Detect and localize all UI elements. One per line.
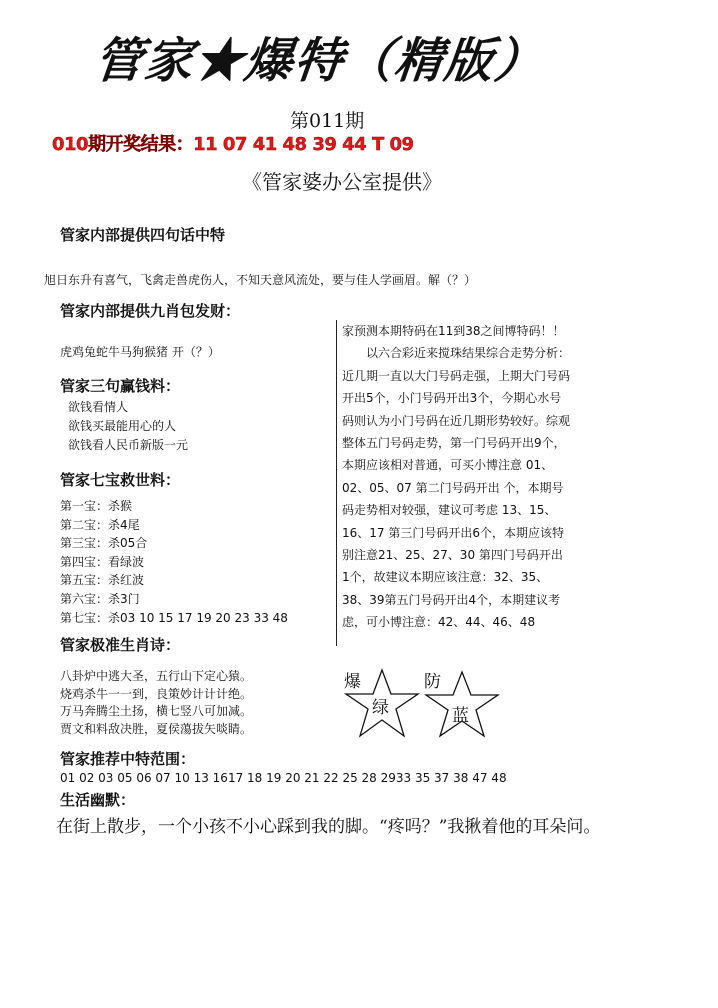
issue-number: 第011期 bbox=[290, 110, 365, 132]
seven-treasures-title: 管家七宝救世料： bbox=[60, 471, 181, 489]
page-title: 管家★爆特（精版） bbox=[91, 33, 548, 89]
three-lines-title: 管家三句赢钱料： bbox=[60, 377, 181, 395]
humor-title: 生活幽默： bbox=[60, 791, 136, 809]
list-item: 第七宝：杀03 10 15 17 19 20 23 33 48 bbox=[60, 610, 288, 625]
four-lines-title: 管家内部提供四句话中特 bbox=[60, 226, 226, 244]
list-item: 第四宝：看绿波 bbox=[60, 554, 145, 569]
nine-zodiac-title: 管家内部提供九肖包发财： bbox=[60, 302, 241, 320]
list-item: 第六宝：杀3门 bbox=[60, 591, 140, 606]
right-star-label: 防 bbox=[424, 672, 441, 692]
humor-text: 在街上散步，一个小孩不小心踩到我的脚。“疼吗？”我揪着他的耳朵问。 bbox=[56, 817, 601, 837]
seven-treasures-list bbox=[60, 497, 288, 627]
poem-lines bbox=[60, 668, 252, 738]
left-star-text: 绿 bbox=[372, 698, 389, 718]
provider: 《管家婆办公室提供》 bbox=[242, 170, 442, 194]
list-item: 第五宝：杀红波 bbox=[60, 573, 145, 588]
poem-line: 烧鸡杀牛一一到，良策妙计计计绝。 bbox=[60, 686, 253, 701]
poem-title: 管家极准生肖诗： bbox=[60, 636, 181, 654]
nine-zodiac-text: 虎鸡兔蛇牛马狗猴猪 开（？） bbox=[60, 345, 220, 359]
poem-line: 万马奔腾尘土扬，横七竖八可加减。 bbox=[60, 704, 253, 718]
list-item: 第二宝：杀4尾 bbox=[60, 517, 140, 532]
four-lines-text: 旭日东升有喜气，飞禽走兽虎伤人，不知天意风流处，要与佳人学画眉。解（？） bbox=[44, 273, 477, 287]
star-badges bbox=[340, 664, 510, 744]
right-star-text: 蓝 bbox=[452, 706, 469, 726]
list-item: 第三宝：杀05合 bbox=[60, 536, 148, 551]
analysis-intro: 家预测本期特码在11到38之间博特码！！ bbox=[342, 324, 565, 338]
three-lines-list bbox=[68, 398, 188, 455]
left-star-label: 爆 bbox=[344, 672, 361, 692]
list-item: 欲钱看人民币新版一元 bbox=[68, 438, 189, 452]
poem-line: 八卦炉中逃大圣，五行山下定心猿。 bbox=[60, 669, 253, 683]
range-title: 管家推荐中特范围： bbox=[60, 750, 196, 768]
last-result: 010期开奖结果：11 07 41 48 39 44 T 09 bbox=[52, 134, 414, 155]
analysis-body: 以六合彩近来搅珠结果综合走势分析：近几期一直以大门号码走强，上期大门号码开出5个，小门号码开出3个，今期心水号码则认为小门号码在近几期形势较好。综观整体五门号码走势，第一门号码开出9个，本期应该相对普通，可买小博注意 01、02、05、07 第二门号码开出 个，本期号码走势相对较强，建议可考虑 13、15、16、17 第三门号码开出6个，本期应该特别注意21、25、27、30 第四门号码开出1个，故建议本期应该注意：32、35、38、39第五门号码开出4个，本期建议考虑，可小博注意：42、44、46、48 bbox=[342, 346, 571, 630]
analysis-box bbox=[336, 320, 570, 646]
list-item: 欲钱买最能用心的人 bbox=[68, 419, 177, 433]
list-item: 欲钱看情人 bbox=[68, 400, 129, 414]
poem-line: 贾文和料敌决胜，夏侯蕩拔矢啖睛。 bbox=[60, 721, 253, 736]
list-item: 第一宝：杀猴 bbox=[60, 499, 133, 513]
range-numbers: 01 02 03 05 06 07 10 13 1617 18 19 20 21 22 25 28 2933 35 37 38 47 48 bbox=[60, 771, 507, 785]
